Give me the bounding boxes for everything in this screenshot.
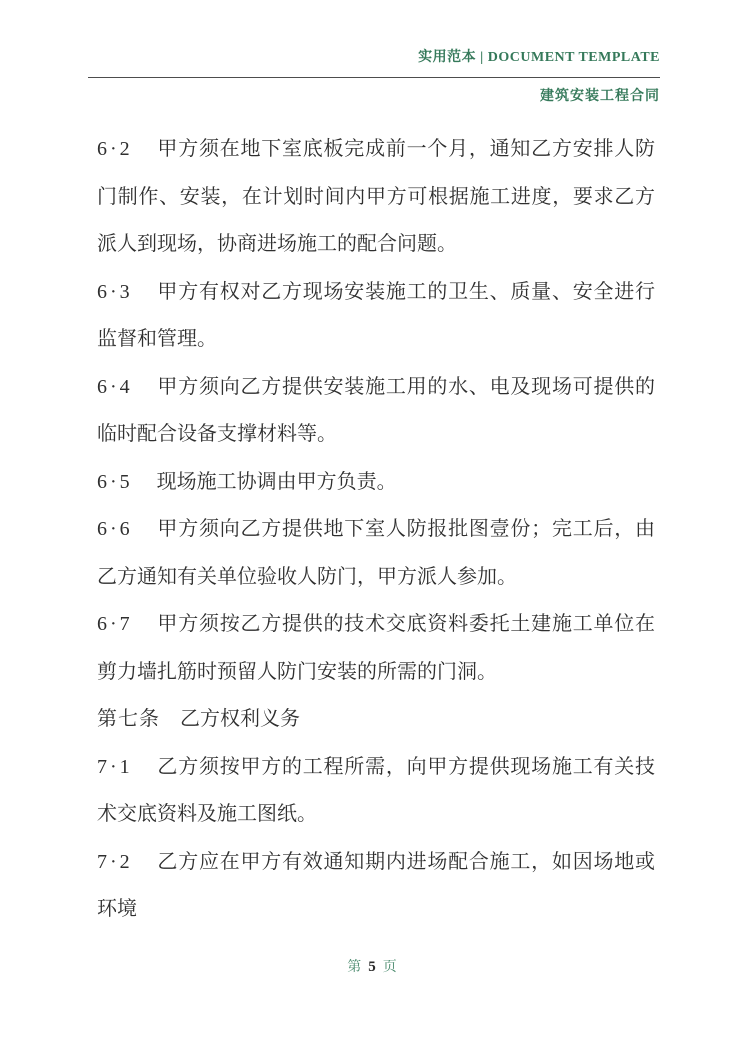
brand-header: 实用范本 | DOCUMENT TEMPLATE bbox=[418, 50, 660, 65]
clause-number: 7·2 bbox=[97, 850, 133, 873]
clause-number: 6·3 bbox=[97, 280, 133, 303]
document-title: 建筑安装工程合同 bbox=[540, 89, 660, 104]
clause-text: 甲方须按乙方提供的技术交底资料委托土建施工单位在剪力墙扎筋时预留人防门安装的所需的门洞。 bbox=[97, 613, 655, 683]
clause-paragraph bbox=[97, 126, 655, 269]
page-footer bbox=[0, 956, 744, 976]
clause-text: 甲方有权对乙方现场安装施工的卫生、质量、安全进行监督和管理。 bbox=[97, 280, 655, 350]
clause-text: 现场施工协调由甲方负责。 bbox=[156, 470, 397, 493]
footer-suffix: 页 bbox=[382, 960, 397, 975]
clause-paragraph bbox=[97, 269, 655, 364]
clause-text: 乙方应在甲方有效通知期内进场配合施工，如因场地或环境 bbox=[97, 850, 655, 920]
clause-text: 甲方须向乙方提供地下室人防报批图壹份；完工后，由乙方通知有关单位验收人防门，甲方派人参加。 bbox=[97, 518, 655, 588]
clause-text: 甲方须向乙方提供安装施工用的水、电及现场可提供的临时配合设备支撑材料等。 bbox=[97, 375, 655, 445]
clause-paragraph bbox=[97, 744, 655, 839]
clause-number: 6·4 bbox=[97, 375, 133, 398]
page-number: 5 bbox=[368, 959, 376, 975]
clause-text: 甲方须在地下室底板完成前一个月，通知乙方安排人防门制作、安装，在计划时间内甲方可根据施工进度，要求乙方派人到现场，协商进场施工的配合问题。 bbox=[97, 138, 655, 255]
footer-prefix: 第 bbox=[347, 960, 362, 975]
page-header bbox=[88, 46, 660, 105]
clause-number: 7·1 bbox=[97, 755, 133, 778]
section-heading bbox=[97, 696, 655, 744]
clause-paragraph bbox=[97, 839, 655, 934]
section-title: 乙方权利义务 bbox=[180, 708, 300, 730]
clause-number: 6·2 bbox=[97, 138, 133, 160]
header-divider bbox=[88, 77, 660, 78]
clause-number: 6·7 bbox=[97, 613, 133, 635]
section-number: 第七条 bbox=[97, 708, 160, 730]
clause-text: 乙方须按甲方的工程所需，向甲方提供现场施工有关技术交底资料及施工图纸。 bbox=[97, 755, 655, 825]
clause-paragraph bbox=[97, 601, 655, 696]
clause-paragraph bbox=[97, 364, 655, 459]
clause-paragraph bbox=[97, 506, 655, 601]
document-body bbox=[97, 126, 655, 934]
clause-paragraph bbox=[97, 459, 655, 507]
clause-number: 6·6 bbox=[97, 518, 133, 540]
clause-number: 6·5 bbox=[97, 470, 133, 493]
